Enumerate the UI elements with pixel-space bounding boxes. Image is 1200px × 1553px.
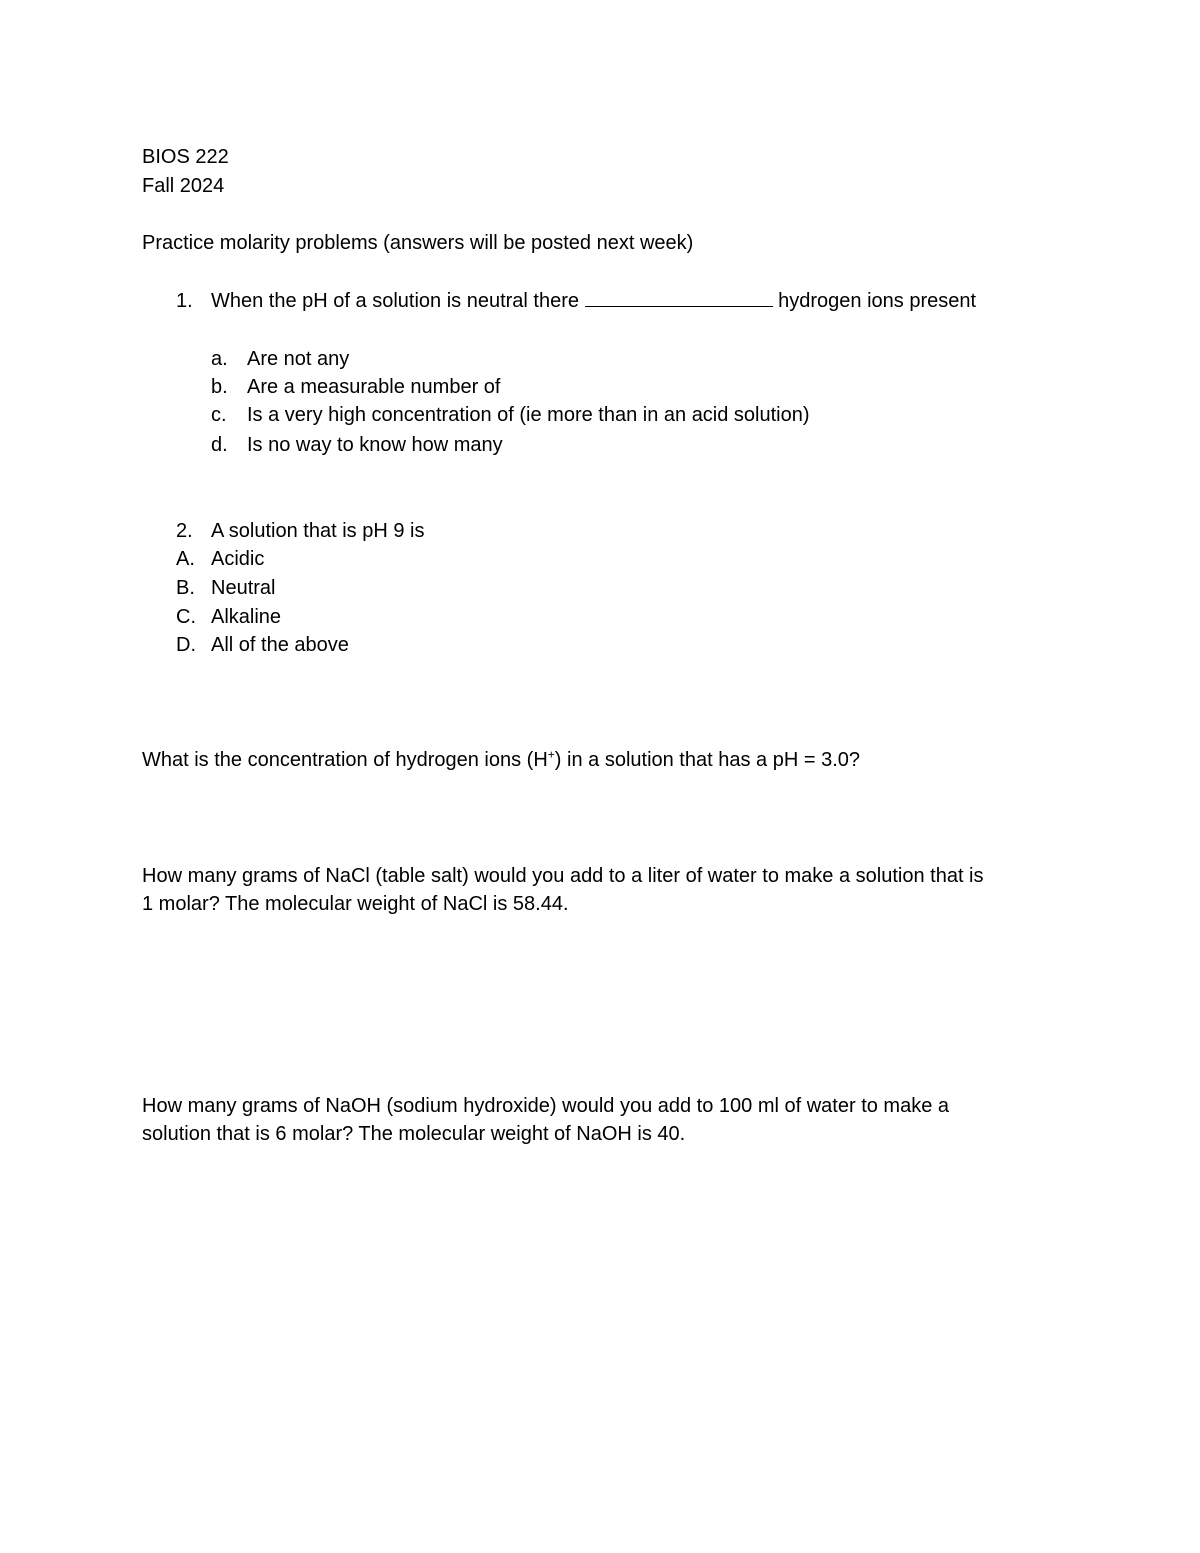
q2-option-letter: A. [176, 548, 195, 570]
q3-text-before: What is the concentration of hydrogen ions (H [142, 749, 548, 771]
q1-text-after: hydrogen ions present [778, 290, 977, 312]
q1-option-letter: b. [211, 376, 228, 398]
q2-option-text: All of the above [211, 634, 349, 656]
q1-option-text: Is no way to know how many [247, 434, 503, 456]
term-label: Fall 2024 [142, 175, 225, 197]
q3-superscript: + [547, 747, 555, 762]
q2-option-letter: C. [176, 606, 196, 628]
q4-line-1: How many grams of NaCl (table salt) would you add to a liter of water to make a solution that is [142, 865, 984, 887]
q2-option-letter: B. [176, 577, 195, 599]
q1-text [211, 287, 976, 315]
q2-text: A solution that is pH 9 is [211, 520, 425, 542]
q2-option-text: Neutral [211, 577, 276, 599]
q1-option-text: Are not any [247, 348, 350, 370]
q3-text [142, 746, 860, 774]
q1-option-letter: c. [211, 404, 227, 426]
q1-text-before: When the pH of a solution is neutral there [211, 290, 579, 312]
q4-line-2: 1 molar? The molecular weight of NaCl is 58.44. [142, 893, 569, 915]
q2-option-text: Acidic [211, 548, 265, 570]
intro-text: Practice molarity problems (answers will be posted next week) [142, 232, 694, 254]
q5-line-2: solution that is 6 molar? The molecular weight of NaOH is 40. [142, 1123, 686, 1145]
q1-option-letter: d. [211, 434, 228, 456]
q1-answer-blank [585, 288, 773, 307]
q1-option-text: Are a measurable number of [247, 376, 501, 398]
q1-option-text: Is a very high concentration of (ie more than in an acid solution) [247, 404, 810, 426]
q2-option-letter: D. [176, 634, 196, 656]
q2-option-text: Alkaline [211, 606, 282, 628]
q3-text-after: ) in a solution that has a pH = 3.0? [554, 749, 860, 771]
q5-line-1: How many grams of NaOH (sodium hydroxide) would you add to 100 ml of water to make a [142, 1095, 950, 1117]
q2-number: 2. [176, 520, 193, 542]
q1-option-letter: a. [211, 348, 228, 370]
q1-number: 1. [176, 290, 193, 312]
course-title: BIOS 222 [142, 146, 229, 168]
